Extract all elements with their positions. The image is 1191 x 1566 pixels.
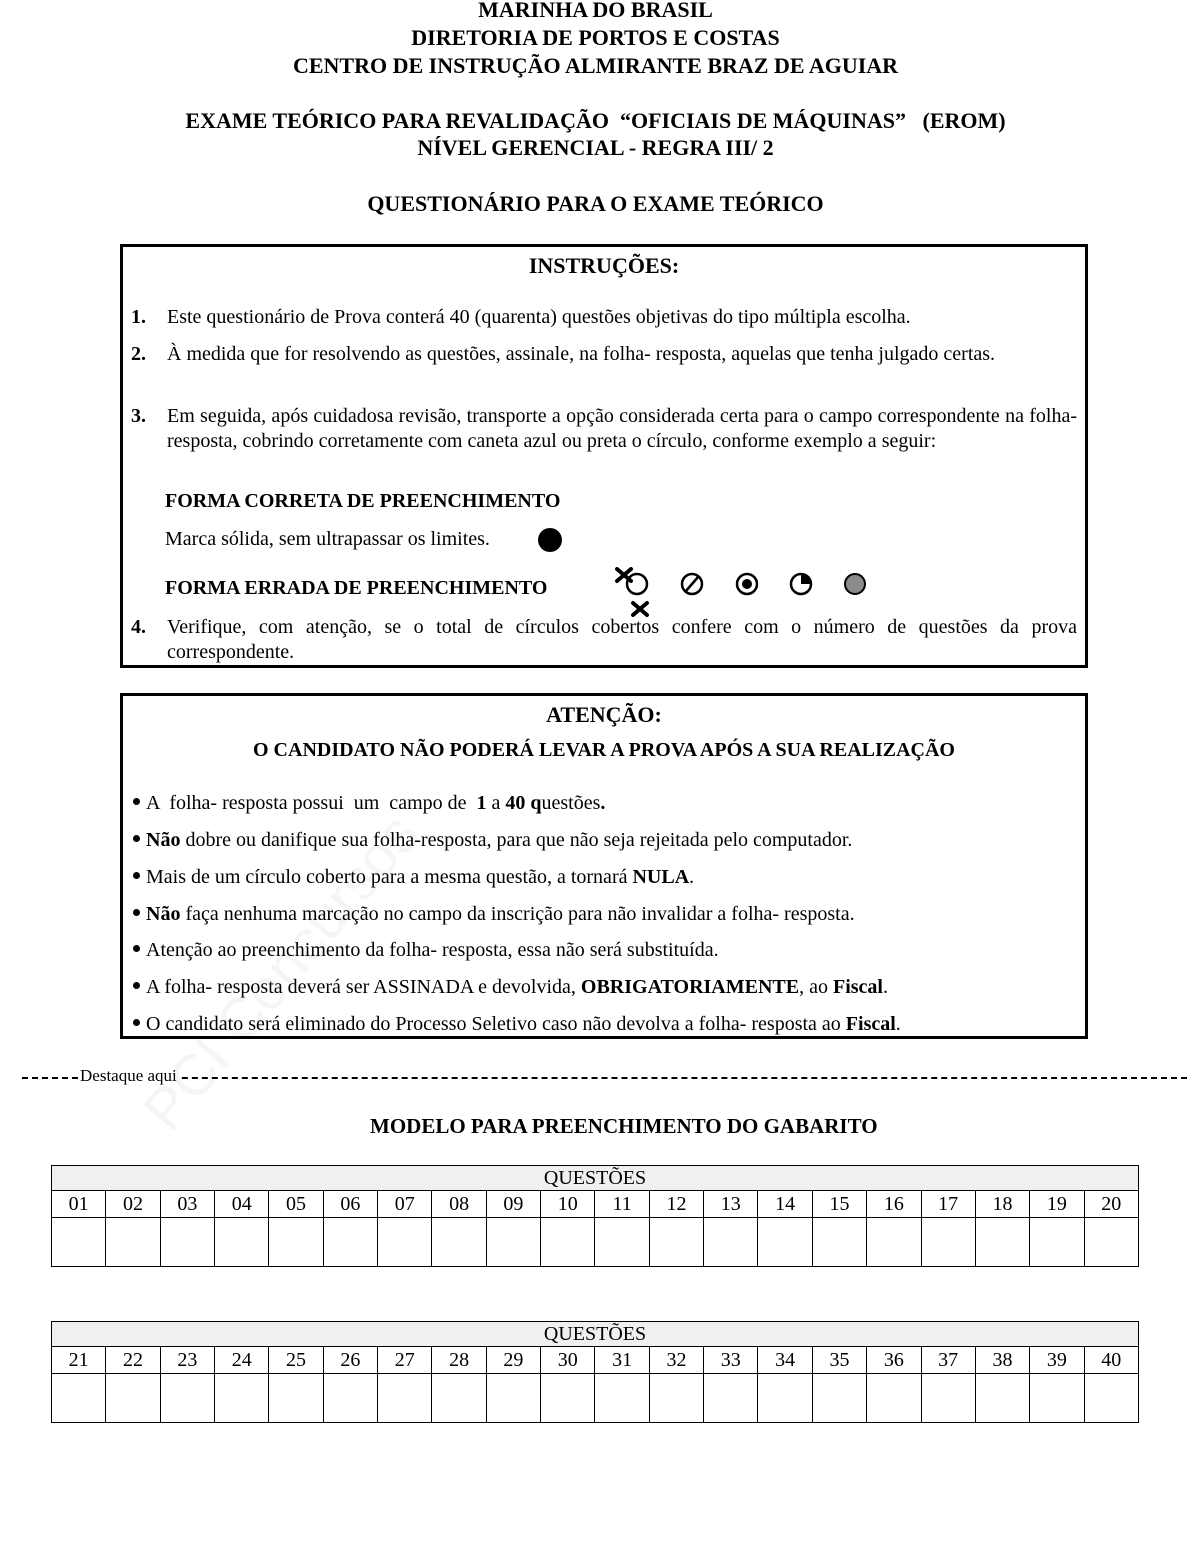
instructions-box bbox=[120, 244, 1088, 668]
answer-cell[interactable] bbox=[215, 1218, 269, 1267]
answer-cell[interactable] bbox=[486, 1374, 540, 1423]
grid-number-row bbox=[52, 1191, 1139, 1218]
answer-cell[interactable] bbox=[595, 1374, 649, 1423]
answer-cell[interactable] bbox=[269, 1374, 323, 1423]
attention-bullet-6: A folha- resposta deverá ser ASSINADA e devolvida, OBRIGATORIAMENTE, ao Fiscal. bbox=[133, 975, 888, 1000]
answer-grid-1 bbox=[51, 1165, 1139, 1267]
wrong-fill-title: FORMA ERRADA DE PREENCHIMENTO bbox=[165, 577, 548, 599]
attention-subtitle: O CANDIDATO NÃO PODERÁ LEVAR A PROVA APÓS A SUA REALIZAÇÃO bbox=[253, 739, 955, 761]
solid-mark-icon bbox=[538, 528, 562, 552]
answer-cell[interactable] bbox=[704, 1374, 758, 1423]
instruction-number: 1. bbox=[131, 306, 146, 328]
question-number: 39 bbox=[1030, 1347, 1084, 1374]
answer-cell[interactable] bbox=[595, 1218, 649, 1267]
answer-cell[interactable] bbox=[758, 1374, 812, 1423]
answer-cell[interactable] bbox=[867, 1374, 921, 1423]
question-number: 05 bbox=[269, 1191, 323, 1218]
slash-mark-circle-icon bbox=[682, 574, 702, 594]
answer-cell[interactable] bbox=[1030, 1218, 1084, 1267]
question-number: 25 bbox=[269, 1347, 323, 1374]
gray-mark-circle-icon bbox=[845, 574, 865, 594]
answer-cell[interactable] bbox=[541, 1374, 595, 1423]
answer-cell[interactable] bbox=[812, 1218, 866, 1267]
question-number: 27 bbox=[378, 1347, 432, 1374]
instruction-item bbox=[131, 305, 1077, 331]
instruction-text: Este questionário de Prova conterá 40 (quarenta) questões objetivas do tipo múltipla escolha. bbox=[167, 306, 911, 328]
answer-cell[interactable] bbox=[758, 1218, 812, 1267]
question-number: 37 bbox=[921, 1347, 975, 1374]
question-number: 22 bbox=[106, 1347, 160, 1374]
attention-bullet-2: Não dobre ou danifique sua folha-resposta, para que não seja rejeitada pelo computador. bbox=[133, 828, 852, 853]
instruction-item bbox=[131, 404, 1077, 482]
answer-cell[interactable] bbox=[975, 1374, 1029, 1423]
question-number: 34 bbox=[758, 1347, 812, 1374]
question-number: 20 bbox=[1084, 1191, 1138, 1218]
answer-cell[interactable] bbox=[486, 1218, 540, 1267]
question-number: 33 bbox=[704, 1347, 758, 1374]
question-number: 03 bbox=[160, 1191, 214, 1218]
bullet-icon bbox=[133, 1019, 140, 1026]
instructions-title: INSTRUÇÕES: bbox=[528, 253, 680, 278]
question-number: 31 bbox=[595, 1347, 649, 1374]
question-number: 12 bbox=[649, 1191, 703, 1218]
instruction-number: 4. bbox=[131, 616, 146, 638]
question-number: 15 bbox=[812, 1191, 866, 1218]
grid-number-row bbox=[52, 1347, 1139, 1374]
answer-cell[interactable] bbox=[52, 1374, 106, 1423]
answer-cell[interactable] bbox=[921, 1374, 975, 1423]
grid-answer-row bbox=[52, 1218, 1139, 1267]
question-number: 11 bbox=[595, 1191, 649, 1218]
answer-cell[interactable] bbox=[432, 1218, 486, 1267]
question-number: 07 bbox=[378, 1191, 432, 1218]
question-number: 40 bbox=[1084, 1347, 1138, 1374]
grid-header: QUESTÕES bbox=[52, 1322, 1139, 1347]
attention-bullet-7: O candidato será eliminado do Processo Seletivo caso não devolva a folha- resposta ao Fiscal. bbox=[133, 1012, 901, 1037]
answer-cell[interactable] bbox=[541, 1218, 595, 1267]
dot-mark-circle-icon bbox=[737, 574, 757, 594]
exam-level: NÍVEL GERENCIAL - REGRA III/ 2 bbox=[417, 135, 774, 160]
question-number: 10 bbox=[541, 1191, 595, 1218]
instruction-item bbox=[131, 615, 1077, 667]
question-number: 16 bbox=[867, 1191, 921, 1218]
instruction-text: Em seguida, após cuidadosa revisão, transporte a opção considerada certa para o campo correspondente na folha- resposta, cobrindo corretamente com caneta azul ou preta o círculo, conforme exemplo a seguir: bbox=[167, 405, 1077, 452]
bullet-icon bbox=[133, 835, 140, 842]
question-number: 35 bbox=[812, 1347, 866, 1374]
attention-bullet-4: Não faça nenhuma marcação no campo da inscrição para não invalidar a folha- resposta. bbox=[133, 902, 855, 927]
question-number: 08 bbox=[432, 1191, 486, 1218]
bullet-icon bbox=[133, 872, 140, 879]
instruction-item bbox=[131, 342, 1077, 394]
model-title: MODELO PARA PREENCHIMENTO DO GABARITO bbox=[370, 1114, 878, 1138]
question-number: 02 bbox=[106, 1191, 160, 1218]
answer-cell[interactable] bbox=[432, 1374, 486, 1423]
bullet-icon bbox=[133, 982, 140, 989]
answer-cell[interactable] bbox=[1084, 1218, 1138, 1267]
answer-cell[interactable] bbox=[269, 1218, 323, 1267]
question-number: 29 bbox=[486, 1347, 540, 1374]
bullet-icon bbox=[133, 945, 140, 952]
question-number: 09 bbox=[486, 1191, 540, 1218]
correct-fill-text: Marca sólida, sem ultrapassar os limites. bbox=[165, 528, 490, 550]
instruction-text: À medida que for resolvendo as questões, assinale, na folha- resposta, aquelas que tenha julgado certas. bbox=[167, 343, 996, 365]
instruction-number: 3. bbox=[131, 405, 146, 427]
question-number: 14 bbox=[758, 1191, 812, 1218]
questionnaire-title: QUESTIONÁRIO PARA O EXAME TEÓRICO bbox=[367, 191, 824, 216]
question-number: 17 bbox=[921, 1191, 975, 1218]
question-number: 13 bbox=[704, 1191, 758, 1218]
question-number: 23 bbox=[160, 1347, 214, 1374]
cut-label: Destaque aqui bbox=[80, 1066, 177, 1085]
wrong-marks bbox=[609, 565, 869, 621]
answer-cell[interactable] bbox=[649, 1374, 703, 1423]
x-mark-circle-icon bbox=[617, 569, 647, 615]
question-number: 32 bbox=[649, 1347, 703, 1374]
answer-cell[interactable] bbox=[649, 1218, 703, 1267]
partial-mark-circle-icon bbox=[791, 574, 811, 594]
instruction-number: 2. bbox=[131, 343, 146, 365]
answer-cell[interactable] bbox=[160, 1374, 214, 1423]
header-line-3: CENTRO DE INSTRUÇÃO ALMIRANTE BRAZ DE AGUIAR bbox=[292, 53, 899, 78]
correct-fill-title: FORMA CORRETA DE PREENCHIMENTO bbox=[165, 490, 561, 512]
question-number: 24 bbox=[215, 1347, 269, 1374]
answer-cell[interactable] bbox=[812, 1374, 866, 1423]
bullet-icon bbox=[133, 798, 140, 805]
answer-cell[interactable] bbox=[1084, 1374, 1138, 1423]
answer-cell[interactable] bbox=[975, 1218, 1029, 1267]
grid-header: QUESTÕES bbox=[52, 1166, 1139, 1191]
answer-grid-2 bbox=[51, 1321, 1139, 1423]
answer-cell[interactable] bbox=[1030, 1374, 1084, 1423]
question-number: 21 bbox=[52, 1347, 106, 1374]
question-number: 04 bbox=[215, 1191, 269, 1218]
grid-answer-row bbox=[52, 1374, 1139, 1423]
attention-bullet-5: Atenção ao preenchimento da folha- resposta, essa não será substituída. bbox=[133, 938, 719, 963]
header-line-2: DIRETORIA DE PORTOS E COSTAS bbox=[411, 25, 780, 50]
question-number: 06 bbox=[323, 1191, 377, 1218]
question-number: 38 bbox=[975, 1347, 1029, 1374]
instruction-text: Verifique, com atenção, se o total de círculos cobertos confere com o número de questões da prova correspondente. bbox=[167, 616, 1077, 663]
answer-cell[interactable] bbox=[378, 1374, 432, 1423]
attention-bullet-3: Mais de um círculo coberto para a mesma questão, a tornará NULA. bbox=[133, 865, 694, 890]
answer-cell[interactable] bbox=[867, 1218, 921, 1267]
question-number: 36 bbox=[867, 1347, 921, 1374]
answer-cell[interactable] bbox=[215, 1374, 269, 1423]
bullet-icon bbox=[133, 909, 140, 916]
question-number: 28 bbox=[432, 1347, 486, 1374]
answer-cell[interactable] bbox=[106, 1374, 160, 1423]
answer-cell[interactable] bbox=[921, 1218, 975, 1267]
answer-cell[interactable] bbox=[323, 1218, 377, 1267]
question-number: 01 bbox=[52, 1191, 106, 1218]
question-number: 19 bbox=[1030, 1191, 1084, 1218]
exam-title: EXAME TEÓRICO PARA REVALIDAÇÃO “OFICIAIS DE MÁQUINAS” (EROM) bbox=[185, 108, 1006, 133]
answer-cell[interactable] bbox=[52, 1218, 106, 1267]
answer-cell[interactable] bbox=[160, 1218, 214, 1267]
answer-cell[interactable] bbox=[323, 1374, 377, 1423]
attention-bullet-1: A folha- resposta possui um campo de 1 a 40 questões. bbox=[133, 791, 605, 816]
question-number: 18 bbox=[975, 1191, 1029, 1218]
header-line-1: MARINHA DO BRASIL bbox=[478, 0, 713, 22]
question-number: 26 bbox=[323, 1347, 377, 1374]
attention-title: ATENÇÃO: bbox=[546, 702, 662, 727]
question-number: 30 bbox=[541, 1347, 595, 1374]
answer-cell[interactable] bbox=[704, 1218, 758, 1267]
answer-cell[interactable] bbox=[378, 1218, 432, 1267]
answer-cell[interactable] bbox=[106, 1218, 160, 1267]
